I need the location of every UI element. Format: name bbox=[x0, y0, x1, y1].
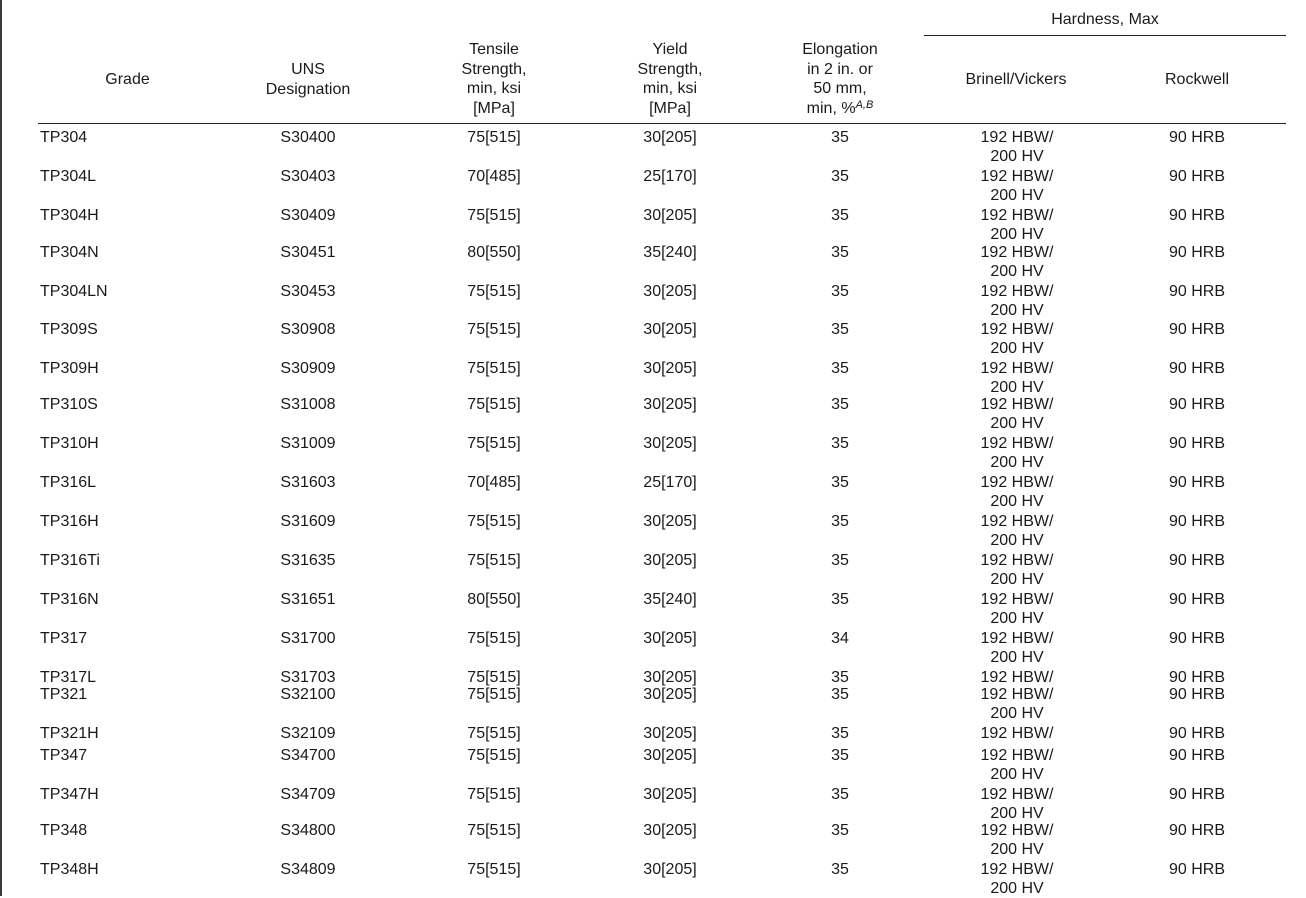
grade-cell: TP316H bbox=[40, 513, 99, 530]
grade-cell: TP304LN bbox=[40, 283, 108, 300]
tensile-cell: 80[550] bbox=[467, 244, 521, 261]
grade-cell: TP317 bbox=[40, 630, 88, 647]
elongation-cell: 35 bbox=[831, 283, 849, 300]
yield-cell: 30[205] bbox=[643, 360, 697, 377]
uns-cell: S34700 bbox=[280, 747, 336, 764]
elongation-cell: 35 bbox=[831, 129, 849, 146]
uns-cell: S31703 bbox=[280, 669, 336, 686]
rockwell-cell: 90 HRB bbox=[1168, 244, 1226, 261]
elongation-cell: 35 bbox=[831, 591, 849, 608]
elongation-cell: 34 bbox=[831, 630, 849, 647]
rockwell-cell: 90 HRB bbox=[1168, 435, 1226, 452]
vickers-value: 200 HV bbox=[990, 226, 1044, 243]
tensile-cell: 75[515] bbox=[467, 630, 521, 647]
vickers-value: 200 HV bbox=[990, 302, 1044, 319]
header-elongation bbox=[770, 40, 910, 118]
brinell-value: 192 HBW/ bbox=[980, 168, 1054, 185]
tensile-cell: 75[515] bbox=[467, 747, 521, 764]
tensile-cell: 75[515] bbox=[467, 669, 521, 686]
header-rockwell: Rockwell bbox=[1164, 71, 1229, 88]
brinell-vickers-cell bbox=[940, 551, 1094, 589]
header-grade: Grade bbox=[105, 71, 150, 88]
uns-cell: S30908 bbox=[280, 321, 336, 338]
brinell-vickers-cell bbox=[940, 821, 1094, 859]
brinell-vickers-cell bbox=[940, 590, 1094, 628]
uns-cell: S30451 bbox=[280, 244, 336, 261]
rockwell-cell: 90 HRB bbox=[1168, 207, 1226, 224]
grade-cell: TP304N bbox=[40, 244, 99, 261]
rockwell-cell: 90 HRB bbox=[1168, 360, 1226, 377]
vickers-value: 200 HV bbox=[990, 340, 1044, 357]
uns-cell: S31603 bbox=[280, 474, 336, 491]
rockwell-cell: 90 HRB bbox=[1168, 396, 1226, 413]
header-elongation-line: 50 mm, bbox=[813, 80, 867, 97]
vickers-value: 200 HV bbox=[990, 454, 1044, 471]
rockwell-cell: 90 HRB bbox=[1168, 513, 1226, 530]
header-yield-line: [MPa] bbox=[649, 99, 691, 117]
tensile-cell: 70[485] bbox=[467, 474, 521, 491]
yield-cell: 30[205] bbox=[643, 396, 697, 413]
brinell-vickers-cell bbox=[940, 860, 1094, 898]
yield-cell: 30[205] bbox=[643, 786, 697, 803]
grade-cell: TP348H bbox=[40, 861, 99, 878]
brinell-vickers-cell bbox=[940, 206, 1094, 244]
grade-cell: TP309S bbox=[40, 321, 98, 338]
rockwell-cell: 90 HRB bbox=[1168, 129, 1226, 146]
brinell-vickers-cell bbox=[940, 785, 1094, 823]
brinell-value: 192 HBW/ bbox=[980, 283, 1054, 300]
hardness-group-rule bbox=[924, 35, 1286, 36]
header-brinell-vickers: Brinell/Vickers bbox=[965, 71, 1067, 88]
uns-cell: S31008 bbox=[280, 396, 336, 413]
uns-cell: S32100 bbox=[280, 686, 336, 703]
rockwell-cell: 90 HRB bbox=[1168, 786, 1226, 803]
tensile-cell: 75[515] bbox=[467, 321, 521, 338]
brinell-value: 192 HBW/ bbox=[980, 747, 1054, 764]
vickers-value: 200 HV bbox=[990, 493, 1044, 510]
grade-cell: TP304 bbox=[40, 129, 88, 146]
brinell-vickers-cell bbox=[940, 128, 1094, 166]
grade-cell: TP347 bbox=[40, 747, 88, 764]
uns-cell: S34709 bbox=[280, 786, 336, 803]
elongation-cell: 35 bbox=[831, 786, 849, 803]
header-yield bbox=[606, 40, 734, 118]
brinell-value: 192 HBW/ bbox=[980, 321, 1054, 338]
rockwell-cell: 90 HRB bbox=[1168, 591, 1226, 608]
brinell-value: 192 HBW/ bbox=[980, 244, 1054, 261]
grade-cell: TP317L bbox=[40, 669, 97, 686]
uns-cell: S31635 bbox=[280, 552, 336, 569]
tensile-cell: 75[515] bbox=[467, 513, 521, 530]
brinell-value: 192 HBW/ bbox=[980, 591, 1054, 608]
elongation-cell: 35 bbox=[831, 360, 849, 377]
elongation-cell: 35 bbox=[831, 669, 849, 686]
grade-cell: TP347H bbox=[40, 786, 99, 803]
yield-cell: 30[205] bbox=[643, 686, 697, 703]
elongation-cell: 35 bbox=[831, 244, 849, 261]
brinell-vickers-cell bbox=[940, 685, 1094, 723]
elongation-cell: 35 bbox=[831, 552, 849, 569]
grade-cell: TP316N bbox=[40, 591, 99, 608]
page-edge bbox=[0, 0, 2, 896]
header-elongation-line: in 2 in. or bbox=[807, 60, 873, 78]
elongation-cell: 35 bbox=[831, 725, 849, 742]
tensile-cell: 75[515] bbox=[467, 861, 521, 878]
header-elongation-line: Elongation bbox=[802, 41, 878, 58]
header-uns bbox=[238, 60, 378, 99]
tensile-cell: 75[515] bbox=[467, 725, 521, 742]
header-hardness-group: Hardness, Max bbox=[1051, 11, 1159, 28]
uns-cell: S34800 bbox=[280, 822, 336, 839]
header-tensile-line: min, ksi bbox=[466, 80, 522, 97]
brinell-value: 192 HBW/ bbox=[980, 630, 1054, 647]
tensile-cell: 75[515] bbox=[467, 786, 521, 803]
tensile-cell: 75[515] bbox=[467, 129, 521, 146]
rockwell-cell: 90 HRB bbox=[1168, 474, 1226, 491]
elongation-cell: 35 bbox=[831, 513, 849, 530]
elongation-cell: 35 bbox=[831, 207, 849, 224]
uns-cell: S30409 bbox=[280, 207, 336, 224]
brinell-value: 192 HBW/ bbox=[980, 686, 1054, 703]
header-uns-line: Designation bbox=[265, 80, 351, 98]
rockwell-cell: 90 HRB bbox=[1168, 725, 1226, 742]
vickers-value: 200 HV bbox=[990, 880, 1044, 897]
brinell-vickers-cell bbox=[940, 395, 1094, 433]
elongation-cell: 35 bbox=[831, 747, 849, 764]
tensile-cell: 75[515] bbox=[467, 822, 521, 839]
brinell-vickers-cell bbox=[940, 320, 1094, 358]
tensile-cell: 75[515] bbox=[467, 396, 521, 413]
brinell-vickers-cell bbox=[940, 167, 1094, 205]
brinell-vickers-cell bbox=[940, 282, 1094, 320]
brinell-value: 192 HBW/ bbox=[980, 474, 1054, 491]
grade-cell: TP310H bbox=[40, 435, 99, 452]
brinell-vickers-cell bbox=[940, 359, 1094, 397]
brinell-vickers-cell bbox=[940, 629, 1094, 667]
brinell-value: 192 HBW/ bbox=[980, 552, 1054, 569]
tensile-cell: 75[515] bbox=[467, 360, 521, 377]
brinell-value: 192 HBW/ bbox=[980, 435, 1054, 452]
vickers-value: 200 HV bbox=[990, 187, 1044, 204]
brinell-value: 192 HBW/ bbox=[980, 822, 1054, 839]
tensile-cell: 80[550] bbox=[467, 591, 521, 608]
grade-cell: TP304L bbox=[40, 168, 97, 185]
grade-cell: TP310S bbox=[40, 396, 98, 413]
tensile-cell: 70[485] bbox=[467, 168, 521, 185]
rockwell-cell: 90 HRB bbox=[1168, 283, 1226, 300]
brinell-vickers-cell bbox=[940, 512, 1094, 550]
tensile-cell: 75[515] bbox=[467, 283, 521, 300]
rockwell-cell: 90 HRB bbox=[1168, 822, 1226, 839]
vickers-value: 200 HV bbox=[990, 415, 1044, 432]
footnote-marker: A,B bbox=[855, 98, 874, 111]
header-tensile bbox=[430, 40, 558, 118]
uns-cell: S30909 bbox=[280, 360, 336, 377]
brinell-value: 192 HBW/ bbox=[980, 513, 1054, 530]
grade-cell: TP348 bbox=[40, 822, 88, 839]
vickers-value: 200 HV bbox=[990, 649, 1044, 666]
vickers-value: 200 HV bbox=[990, 379, 1044, 396]
brinell-value: 192 HBW/ bbox=[980, 360, 1054, 377]
brinell-value: 192 HBW/ bbox=[980, 861, 1054, 878]
vickers-value: 200 HV bbox=[990, 263, 1044, 280]
yield-cell: 30[205] bbox=[643, 283, 697, 300]
rockwell-cell: 90 HRB bbox=[1168, 630, 1226, 647]
brinell-vickers-cell bbox=[940, 473, 1094, 511]
rockwell-cell: 90 HRB bbox=[1168, 861, 1226, 878]
yield-cell: 30[205] bbox=[643, 747, 697, 764]
vickers-value: 200 HV bbox=[990, 766, 1044, 783]
grade-cell: TP304H bbox=[40, 207, 99, 224]
elongation-cell: 35 bbox=[831, 168, 849, 185]
yield-cell: 30[205] bbox=[643, 822, 697, 839]
rockwell-cell: 90 HRB bbox=[1168, 686, 1226, 703]
yield-cell: 30[205] bbox=[643, 435, 697, 452]
elongation-cell: 35 bbox=[831, 435, 849, 452]
grade-cell: TP309H bbox=[40, 360, 99, 377]
vickers-value: 200 HV bbox=[990, 148, 1044, 165]
vickers-value: 200 HV bbox=[990, 805, 1044, 822]
rockwell-cell: 90 HRB bbox=[1168, 747, 1226, 764]
yield-cell: 25[170] bbox=[643, 168, 697, 185]
yield-cell: 35[240] bbox=[643, 591, 697, 608]
header-elongation-line-last bbox=[770, 99, 910, 119]
yield-cell: 30[205] bbox=[643, 630, 697, 647]
brinell-vickers-cell bbox=[940, 243, 1094, 281]
header-bottom-rule bbox=[38, 123, 1286, 124]
yield-cell: 25[170] bbox=[643, 474, 697, 491]
elongation-cell: 35 bbox=[831, 822, 849, 839]
header-uns-line: UNS bbox=[291, 61, 325, 78]
brinell-vickers-cell bbox=[940, 746, 1094, 784]
grade-cell: TP321 bbox=[40, 686, 88, 703]
grade-cell: TP321H bbox=[40, 725, 99, 742]
yield-cell: 30[205] bbox=[643, 129, 697, 146]
tensile-cell: 75[515] bbox=[467, 686, 521, 703]
brinell-value: 192 HBW/ bbox=[980, 725, 1054, 742]
yield-cell: 35[240] bbox=[643, 244, 697, 261]
header-tensile-line: [MPa] bbox=[473, 99, 515, 117]
yield-cell: 30[205] bbox=[643, 207, 697, 224]
uns-cell: S32109 bbox=[280, 725, 336, 742]
elongation-cell: 35 bbox=[831, 861, 849, 878]
header-yield-line: Yield bbox=[652, 41, 688, 58]
elongation-cell: 35 bbox=[831, 474, 849, 491]
rockwell-cell: 90 HRB bbox=[1168, 669, 1226, 686]
header-yield-line: Strength, bbox=[637, 60, 703, 78]
uns-cell: S31009 bbox=[280, 435, 336, 452]
rockwell-cell: 90 HRB bbox=[1168, 552, 1226, 569]
grade-cell: TP316Ti bbox=[40, 552, 100, 569]
uns-cell: S34809 bbox=[280, 861, 336, 878]
yield-cell: 30[205] bbox=[643, 861, 697, 878]
vickers-value: 200 HV bbox=[990, 841, 1044, 858]
header-yield-line: min, ksi bbox=[642, 80, 698, 97]
elongation-cell: 35 bbox=[831, 686, 849, 703]
yield-cell: 30[205] bbox=[643, 321, 697, 338]
uns-cell: S30400 bbox=[280, 129, 336, 146]
uns-cell: S31651 bbox=[280, 591, 336, 608]
header-elongation-text: min, % bbox=[806, 99, 856, 117]
rockwell-cell: 90 HRB bbox=[1168, 168, 1226, 185]
vickers-value: 200 HV bbox=[990, 571, 1044, 588]
vickers-value: 200 HV bbox=[990, 705, 1044, 722]
uns-cell: S30453 bbox=[280, 283, 336, 300]
uns-cell: S30403 bbox=[280, 168, 336, 185]
brinell-value: 192 HBW/ bbox=[980, 396, 1054, 413]
yield-cell: 30[205] bbox=[643, 513, 697, 530]
uns-cell: S31609 bbox=[280, 513, 336, 530]
vickers-value: 200 HV bbox=[990, 610, 1044, 627]
header-tensile-line: Strength, bbox=[461, 60, 527, 78]
yield-cell: 30[205] bbox=[643, 552, 697, 569]
brinell-value: 192 HBW/ bbox=[980, 669, 1054, 686]
brinell-value: 192 HBW/ bbox=[980, 786, 1054, 803]
elongation-cell: 35 bbox=[831, 396, 849, 413]
header-tensile-line: Tensile bbox=[469, 41, 519, 58]
tensile-cell: 75[515] bbox=[467, 552, 521, 569]
vickers-value: 200 HV bbox=[990, 532, 1044, 549]
brinell-vickers-cell bbox=[940, 434, 1094, 472]
yield-cell: 30[205] bbox=[643, 669, 697, 686]
grade-cell: TP316L bbox=[40, 474, 97, 491]
brinell-value: 192 HBW/ bbox=[980, 207, 1054, 224]
tensile-cell: 75[515] bbox=[467, 435, 521, 452]
uns-cell: S31700 bbox=[280, 630, 336, 647]
brinell-value: 192 HBW/ bbox=[980, 129, 1054, 146]
yield-cell: 30[205] bbox=[643, 725, 697, 742]
rockwell-cell: 90 HRB bbox=[1168, 321, 1226, 338]
elongation-cell: 35 bbox=[831, 321, 849, 338]
brinell-vickers-cell bbox=[940, 724, 1094, 743]
tensile-cell: 75[515] bbox=[467, 207, 521, 224]
